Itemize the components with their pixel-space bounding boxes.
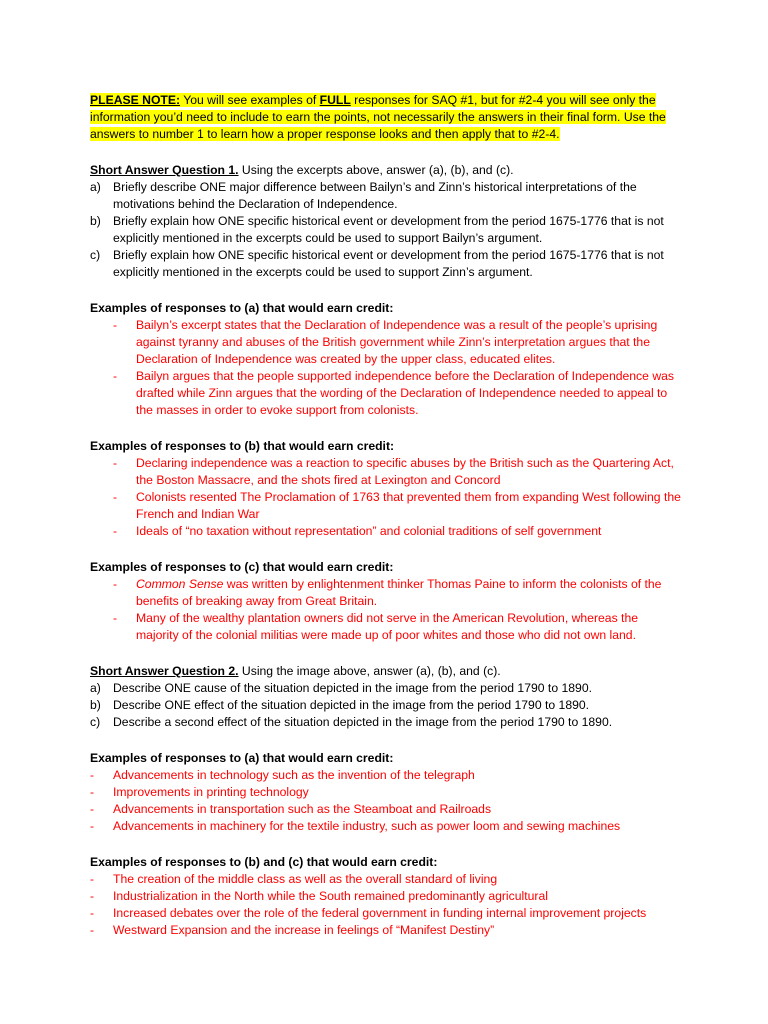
list-item — [90, 368, 682, 419]
list-item — [90, 489, 682, 523]
saq2-question-b — [90, 697, 682, 714]
example-text: Bailyn argues that the people supported independence before the Declaration of Independence was drafted while Zinn argues that the wording of the Declaration of Independence needed to appeal to the masses in order to evoke support from colonists. — [136, 369, 674, 417]
question-text: Briefly describe ONE major difference between Bailyn’s and Zinn’s historical interpretations of the motivations behind the Declaration of Independence. — [113, 180, 637, 211]
list-item — [90, 888, 682, 905]
example-text: Industrialization in the North while the South remained predominantly agricultural — [113, 889, 548, 903]
dash-bullet: - — [90, 889, 95, 903]
question-text: Describe ONE effect of the situation depicted in the image from the period 1790 to 1890. — [113, 698, 590, 712]
saq1-question-c — [90, 247, 682, 281]
example-text: Increased debates over the role of the federal government in funding internal improvement projects — [113, 906, 647, 920]
saq2-examples-bc-list — [90, 871, 682, 939]
question-marker: c) — [90, 248, 101, 262]
please-note-paragraph — [90, 92, 682, 143]
saq2-heading — [90, 663, 682, 680]
list-item — [90, 767, 682, 784]
document-body — [90, 92, 682, 939]
list-item — [90, 784, 682, 801]
example-text: was written by enlightenment thinker Thomas Paine to inform the colonists of the benefits of breaking away from Great Britain. — [136, 577, 662, 608]
dash-bullet: - — [90, 785, 95, 799]
dash-bullet: - — [113, 524, 118, 538]
example-text: Many of the wealthy plantation owners did not serve in the American Revolution, whereas the majority of the colonial militias were made up of poor whites and those who did not own land. — [136, 611, 639, 642]
question-marker: c) — [90, 715, 101, 729]
list-item — [90, 871, 682, 888]
dash-bullet: - — [113, 369, 118, 383]
list-item — [90, 523, 682, 540]
question-text: Describe ONE cause of the situation depicted in the image from the period 1790 to 1890. — [113, 681, 592, 695]
list-item — [90, 317, 682, 368]
list-item — [90, 576, 682, 610]
saq1-intro: Using the excerpts above, answer (a), (b), and (c). — [238, 163, 514, 177]
saq2-question-c — [90, 714, 682, 731]
example-text: Ideals of “no taxation without representation” and colonial traditions of self government — [136, 524, 602, 538]
common-sense-title: Common Sense — [136, 577, 224, 591]
example-text: Colonists resented The Proclamation of 1763 that prevented them from expanding West following the French and Indian War — [136, 490, 681, 521]
dash-bullet: - — [90, 872, 95, 886]
saq1-examples-a-list — [90, 317, 682, 419]
question-text: Briefly explain how ONE specific historical event or development from the period 1675-1776 that is not explicitly mentioned in the excerpts could be used to support Zinn’s argument. — [113, 248, 664, 279]
saq2-examples-a-list — [90, 767, 682, 835]
example-text: Advancements in machinery for the textile industry, such as power loom and sewing machines — [113, 819, 621, 833]
saq1-question-b — [90, 213, 682, 247]
example-text: Advancements in transportation such as the Steamboat and Railroads — [113, 802, 492, 816]
saq2-question-list — [90, 680, 682, 731]
saq2-label: Short Answer Question 2. — [90, 664, 239, 678]
saq1-examples-a-heading: Examples of responses to (a) that would earn credit: — [90, 301, 394, 315]
note-text-2: responses for SAQ #1, but for #2-4 you will see only the information you’d need to include to earn the points, not necessarily the answers in their final form. Use the answers to number 1 to learn how a proper response looks and then apply that to #2-4. — [90, 93, 666, 141]
saq1-heading — [90, 162, 682, 179]
saq1-examples-b-list — [90, 455, 682, 540]
list-item — [90, 818, 682, 835]
list-item — [90, 905, 682, 922]
example-text: Bailyn’s excerpt states that the Declaration of Independence was a result of the people’s uprising against tyranny and abuses of the British government while Zinn’s interpretation argues that the Declaration of Independence was created by the upper class, educated elites. — [136, 318, 658, 366]
question-marker: b) — [90, 698, 101, 712]
saq1-examples-c-list — [90, 576, 682, 644]
dash-bullet: - — [90, 906, 95, 920]
dash-bullet: - — [113, 456, 118, 470]
note-text-1: You will see examples of — [180, 93, 320, 107]
example-text: The creation of the middle class as well as the overall standard of living — [113, 872, 498, 886]
saq2-intro: Using the image above, answer (a), (b), and (c). — [238, 664, 501, 678]
please-note-label: PLEASE NOTE: — [90, 93, 181, 107]
dash-bullet: - — [113, 577, 118, 591]
saq2-question-a — [90, 680, 682, 697]
question-marker: b) — [90, 214, 101, 228]
question-text: Describe a second effect of the situation depicted in the image from the period 1790 to 1890. — [113, 715, 613, 729]
question-marker: a) — [90, 681, 101, 695]
saq1-label: Short Answer Question 1. — [90, 163, 239, 177]
dash-bullet: - — [90, 819, 95, 833]
dash-bullet: - — [113, 318, 118, 332]
saq1-question-a — [90, 179, 682, 213]
saq1-examples-c-heading: Examples of responses to (c) that would earn credit: — [90, 560, 394, 574]
example-text: Improvements in printing technology — [113, 785, 309, 799]
example-text: Advancements in technology such as the invention of the telegraph — [113, 768, 475, 782]
saq1-question-list — [90, 179, 682, 281]
list-item — [90, 801, 682, 818]
note-full-emphasis: FULL — [319, 93, 351, 107]
list-item — [90, 455, 682, 489]
list-item — [90, 922, 682, 939]
highlighted-note — [90, 93, 666, 141]
dash-bullet: - — [90, 768, 95, 782]
dash-bullet: - — [113, 611, 118, 625]
dash-bullet: - — [90, 802, 95, 816]
saq1-examples-b-heading: Examples of responses to (b) that would earn credit: — [90, 439, 395, 453]
example-text: Westward Expansion and the increase in feelings of “Manifest Destiny” — [113, 923, 495, 937]
list-item — [90, 610, 682, 644]
saq2-examples-bc-heading: Examples of responses to (b) and (c) that would earn credit: — [90, 855, 438, 869]
dash-bullet: - — [113, 490, 118, 504]
question-text: Briefly explain how ONE specific historical event or development from the period 1675-1776 that is not explicitly mentioned in the excerpts could be used to support Bailyn’s argument. — [113, 214, 664, 245]
example-text: Declaring independence was a reaction to specific abuses by the British such as the Quartering Act, the Boston Massacre, and the shots fired at Lexington and Concord — [136, 456, 674, 487]
dash-bullet: - — [90, 923, 95, 937]
question-marker: a) — [90, 180, 101, 194]
saq2-examples-a-heading: Examples of responses to (a) that would earn credit: — [90, 751, 394, 765]
